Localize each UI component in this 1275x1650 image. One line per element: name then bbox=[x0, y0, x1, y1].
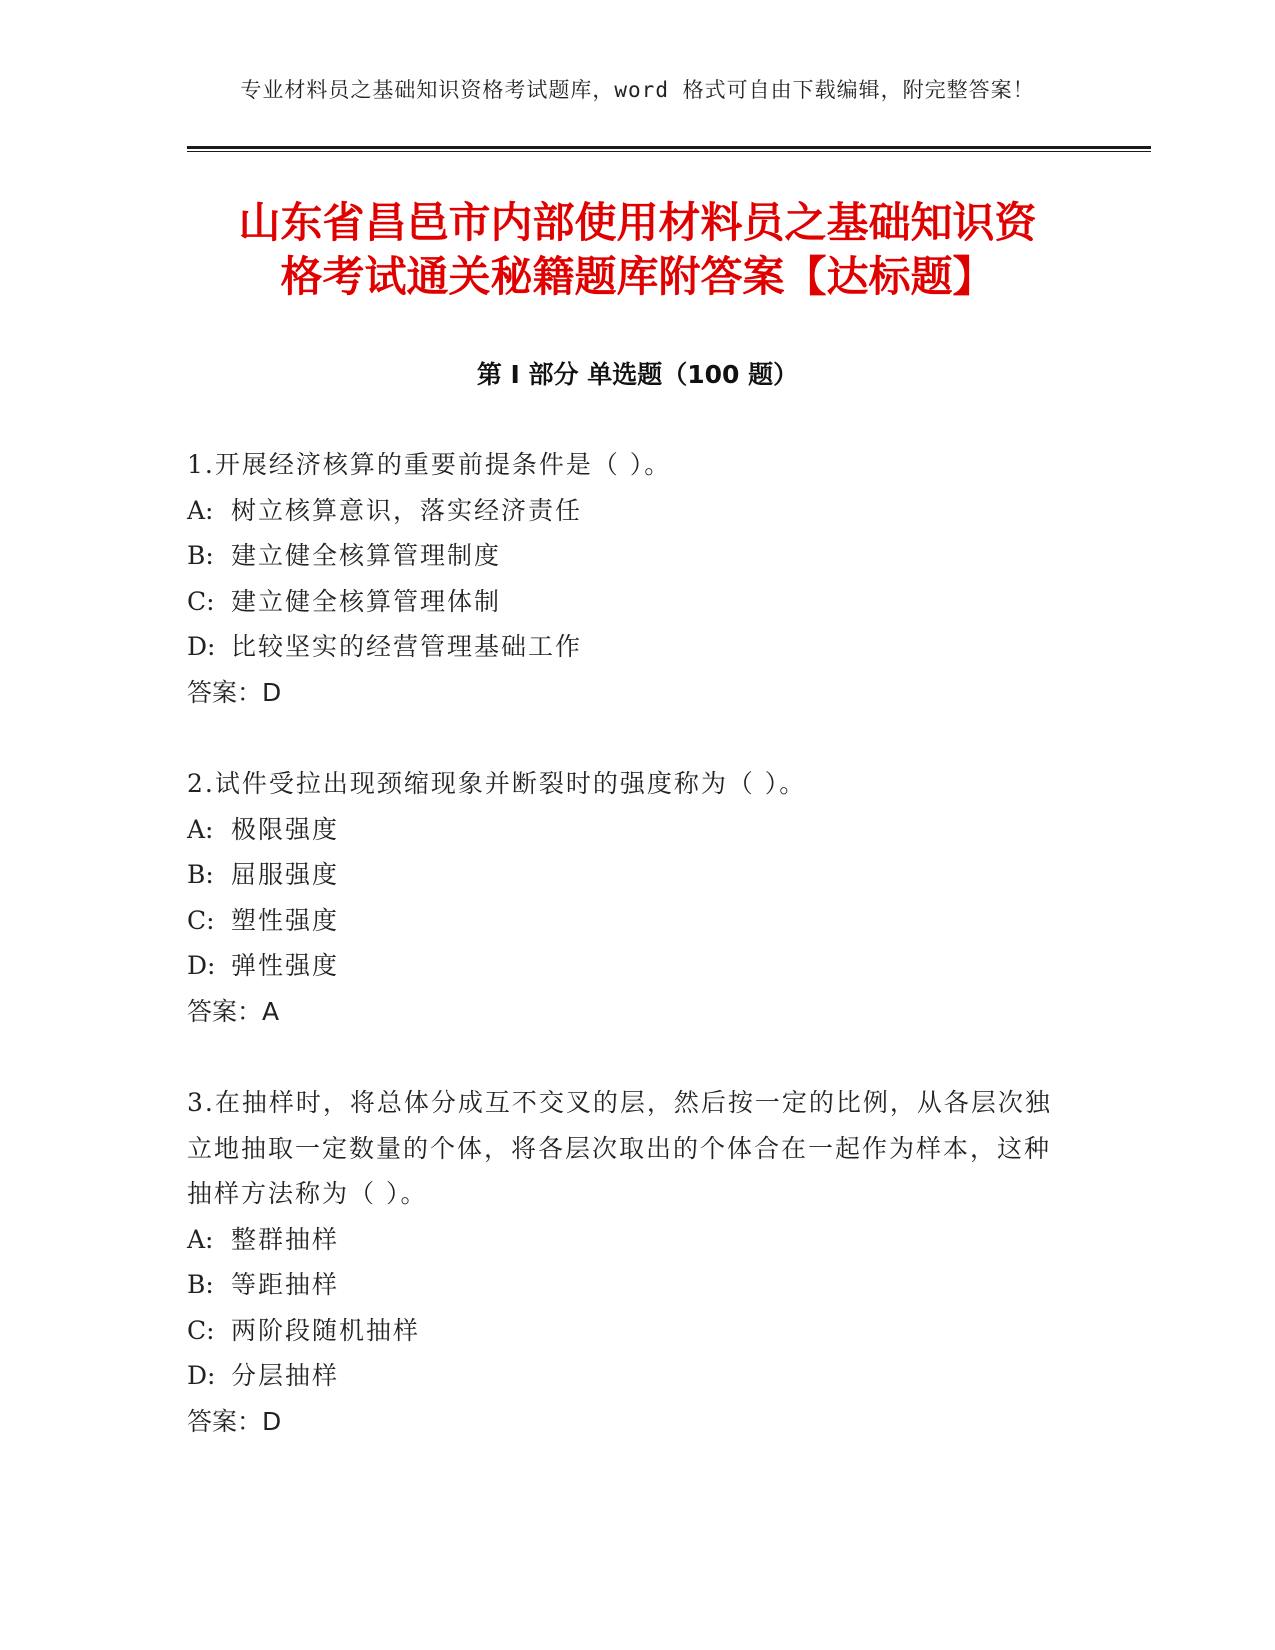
document-title-line-2: 格考试通关秘籍题库附答案【达标题】 bbox=[280, 252, 995, 301]
question-stem: 2.试件受拉出现颈缩现象并断裂时的强度称为（ ）。 bbox=[187, 769, 807, 798]
option-letter: A: bbox=[187, 1224, 214, 1254]
option-text: 建立健全核算管理体制 bbox=[231, 586, 502, 616]
option-text: 建立健全核算管理制度 bbox=[231, 541, 502, 570]
question-stem: 3.在抽样时，将总体分成互不交叉的层，然后按一定的比例，从各层次独立地抽取一定数量的个体，将各层次取出的个体合在一起作为样本，这种抽样方法称为（ ）。 bbox=[187, 1088, 1052, 1208]
option-text: 弹性强度 bbox=[231, 951, 340, 980]
document-title bbox=[160, 196, 1115, 304]
header-note: 专业材料员之基础知识资格考试题库，word 格式可自由下载编辑，附完整答案！ bbox=[240, 78, 1035, 102]
option bbox=[187, 807, 1067, 853]
option-letter: D: bbox=[187, 1361, 216, 1390]
option bbox=[187, 852, 1067, 898]
option-letter: C: bbox=[187, 1315, 215, 1345]
option-letter: B: bbox=[187, 541, 214, 570]
question bbox=[187, 1080, 1067, 1444]
option bbox=[187, 1217, 1067, 1263]
option bbox=[187, 1308, 1067, 1354]
option bbox=[187, 624, 1067, 670]
answer-line: 答案：D bbox=[187, 677, 282, 707]
option-letter: B: bbox=[187, 860, 214, 889]
option bbox=[187, 898, 1067, 944]
document-title-line-1: 山东省昌邑市内部使用材料员之基础知识资 bbox=[238, 198, 1037, 247]
option bbox=[187, 1262, 1067, 1308]
option-text: 塑性强度 bbox=[231, 905, 340, 935]
option-letter: A: bbox=[187, 495, 214, 525]
option-text: 极限强度 bbox=[231, 814, 340, 844]
header-rule-thin bbox=[187, 151, 1151, 152]
option-letter: D: bbox=[187, 951, 216, 980]
question bbox=[187, 442, 1067, 715]
question-list bbox=[187, 442, 1067, 1490]
option bbox=[187, 579, 1067, 625]
option-letter: B: bbox=[187, 1270, 214, 1299]
section-heading: 第 I 部分 单选题（100 题） bbox=[476, 360, 799, 389]
option-text: 等距抽样 bbox=[231, 1270, 340, 1299]
option bbox=[187, 943, 1067, 989]
option-text: 分层抽样 bbox=[231, 1361, 340, 1390]
option-letter: A: bbox=[187, 814, 214, 844]
answer-line: 答案：A bbox=[187, 996, 280, 1026]
option-letter: C: bbox=[187, 905, 215, 935]
option bbox=[187, 1353, 1067, 1399]
question bbox=[187, 761, 1067, 1034]
option bbox=[187, 533, 1067, 579]
option-text: 比较坚实的经营管理基础工作 bbox=[231, 632, 583, 661]
option-text: 两阶段随机抽样 bbox=[231, 1315, 421, 1345]
answer-line: 答案：D bbox=[187, 1406, 282, 1436]
option bbox=[187, 488, 1067, 534]
question-stem: 1.开展经济核算的重要前提条件是（ ）。 bbox=[187, 450, 672, 479]
option-letter: D: bbox=[187, 632, 216, 661]
option-text: 屈服强度 bbox=[231, 860, 340, 889]
option-letter: C: bbox=[187, 586, 215, 616]
header-rule-thick bbox=[187, 146, 1151, 149]
option-text: 整群抽样 bbox=[231, 1224, 340, 1254]
option-text: 树立核算意识，落实经济责任 bbox=[231, 495, 583, 525]
